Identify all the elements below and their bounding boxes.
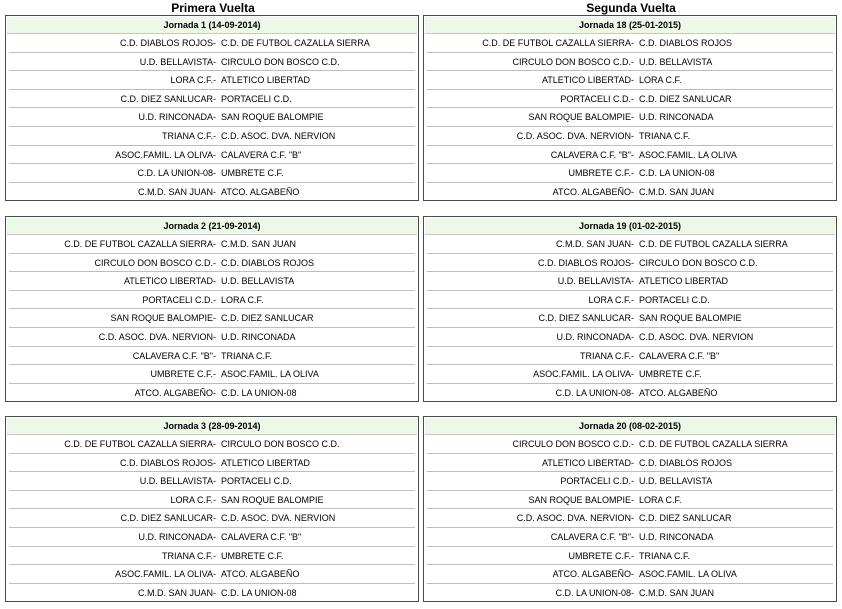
match-row xyxy=(424,509,836,528)
match-separator: - xyxy=(631,313,634,324)
home-team: C.D. DIEZ SANLUCAR xyxy=(120,93,213,104)
home-team: U.D. RINCONADA xyxy=(138,531,213,542)
match-separator: - xyxy=(631,550,634,561)
home-team: TRIANA C.F. xyxy=(579,350,631,361)
match-separator: - xyxy=(213,331,216,342)
away-team: SAN ROQUE BALOMPIE xyxy=(221,112,324,123)
away-team: C.D. LA UNION-08 xyxy=(221,387,297,398)
away-team: U.D. RINCONADA xyxy=(639,112,714,123)
match-separator: - xyxy=(213,56,216,67)
match-separator: - xyxy=(631,513,634,524)
match-row xyxy=(6,565,418,584)
away-team: C.D. DIEZ SANLUCAR xyxy=(639,93,732,104)
away-team: U.D. RINCONADA xyxy=(221,331,296,342)
match-separator: - xyxy=(213,168,216,179)
jornada-box xyxy=(5,15,419,201)
home-team: ATLETICO LIBERTAD xyxy=(541,457,631,468)
match-row xyxy=(6,384,418,403)
away-team: ATCO. ALGABEÑO xyxy=(221,569,300,580)
match-row xyxy=(6,509,418,528)
match-row xyxy=(424,328,836,347)
home-team: C.D. LA UNION-08 xyxy=(137,168,213,179)
match-row xyxy=(424,365,836,384)
home-team: C.M.D. SAN JUAN xyxy=(137,587,213,598)
match-separator: - xyxy=(213,257,216,268)
match-separator: - xyxy=(631,569,634,580)
match-separator: - xyxy=(213,513,216,524)
home-team: UMBRETE C.F. xyxy=(568,550,631,561)
match-row xyxy=(424,235,836,254)
jornada-title: Jornada 18 (25-01-2015) xyxy=(425,17,835,34)
home-team: PORTACELI C.D. xyxy=(560,476,631,487)
home-team: C.D. DIABLOS ROJOS xyxy=(537,257,631,268)
match-row xyxy=(424,164,836,183)
away-team: LORA C.F. xyxy=(221,294,264,305)
match-row xyxy=(424,435,836,454)
home-team: C.D. ASOC. DVA. NERVION xyxy=(516,513,631,524)
match-separator: - xyxy=(213,75,216,86)
match-list xyxy=(6,435,418,602)
away-team: TRIANA C.F. xyxy=(639,130,691,141)
away-team: C.D. ASOC. DVA. NERVION xyxy=(221,130,336,141)
home-team: ATCO. ALGABEÑO xyxy=(134,387,213,398)
match-row xyxy=(424,565,836,584)
match-row xyxy=(6,491,418,510)
match-separator: - xyxy=(631,149,634,160)
home-team: TRIANA C.F. xyxy=(161,550,213,561)
home-team: SAN ROQUE BALOMPIE xyxy=(528,494,631,505)
match-separator: - xyxy=(631,186,634,197)
away-team: ASOC.FAMIL. LA OLIVA xyxy=(221,369,319,380)
match-separator: - xyxy=(213,149,216,160)
jornada-title: Jornada 19 (01-02-2015) xyxy=(425,218,835,235)
match-row xyxy=(6,127,418,146)
primera-vuelta-title: Primera Vuelta xyxy=(171,1,255,15)
match-row xyxy=(6,34,418,53)
match-row xyxy=(6,90,418,109)
match-separator: - xyxy=(213,112,216,123)
match-row xyxy=(6,528,418,547)
away-team: SAN ROQUE BALOMPIE xyxy=(639,313,742,324)
away-team: UMBRETE C.F. xyxy=(221,550,284,561)
match-row xyxy=(6,146,418,165)
home-team: LORA C.F. xyxy=(170,494,213,505)
home-team: CALAVERA C.F. "B" xyxy=(132,350,213,361)
home-team: C.D. DIABLOS ROJOS xyxy=(119,457,213,468)
match-separator: - xyxy=(631,476,634,487)
match-separator: - xyxy=(631,130,634,141)
match-separator: - xyxy=(213,476,216,487)
match-separator: - xyxy=(631,294,634,305)
jornada-title: Jornada 20 (08-02-2015) xyxy=(425,418,835,435)
match-row xyxy=(6,309,418,328)
home-team: ASOC.FAMIL. LA OLIVA xyxy=(115,149,213,160)
home-team: U.D. BELLAVISTA xyxy=(139,476,213,487)
match-row xyxy=(424,108,836,127)
away-team: C.D. LA UNION-08 xyxy=(221,587,297,598)
match-row xyxy=(6,547,418,566)
jornada-title: Jornada 2 (21-09-2014) xyxy=(7,218,417,235)
match-row xyxy=(424,127,836,146)
away-team: U.D. BELLAVISTA xyxy=(221,276,295,287)
away-team: CALAVERA C.F. "B" xyxy=(639,350,720,361)
match-row xyxy=(6,254,418,273)
home-team: C.M.D. SAN JUAN xyxy=(555,239,631,249)
home-team: TRIANA C.F. xyxy=(161,130,213,141)
match-separator: - xyxy=(213,186,216,197)
home-team: SAN ROQUE BALOMPIE xyxy=(110,313,213,324)
match-row xyxy=(424,34,836,53)
match-row xyxy=(6,71,418,90)
match-row xyxy=(424,309,836,328)
away-team: C.D. DIABLOS ROJOS xyxy=(221,257,315,268)
match-separator: - xyxy=(631,276,634,287)
away-team: SAN ROQUE BALOMPIE xyxy=(221,494,324,505)
match-row xyxy=(6,183,418,202)
match-list xyxy=(424,235,836,402)
away-team: ATLETICO LIBERTAD xyxy=(639,276,729,287)
away-team: C.D. DE FUTBOL CAZALLA SIERRA xyxy=(639,439,788,449)
away-team: PORTACELI C.D. xyxy=(221,476,292,487)
match-row xyxy=(424,90,836,109)
match-separator: - xyxy=(213,439,216,449)
away-team: C.D. ASOC. DVA. NERVION xyxy=(639,331,754,342)
match-row xyxy=(6,472,418,491)
away-team: C.D. DIEZ SANLUCAR xyxy=(221,313,314,324)
match-row xyxy=(6,108,418,127)
home-team: PORTACELI C.D. xyxy=(560,93,631,104)
match-row xyxy=(6,291,418,310)
match-separator: - xyxy=(213,294,216,305)
match-row xyxy=(424,384,836,403)
away-team: LORA C.F. xyxy=(639,494,682,505)
match-separator: - xyxy=(213,38,216,48)
home-team: C.D. ASOC. DVA. NERVION xyxy=(98,331,213,342)
match-separator: - xyxy=(213,239,216,249)
home-team: ATCO. ALGABEÑO xyxy=(552,186,631,197)
jornada-box xyxy=(5,416,419,602)
match-separator: - xyxy=(213,587,216,598)
match-separator: - xyxy=(213,93,216,104)
home-team: UMBRETE C.F. xyxy=(150,369,213,380)
away-team: UMBRETE C.F. xyxy=(221,168,284,179)
match-separator: - xyxy=(213,313,216,324)
away-team: C.D. DIEZ SANLUCAR xyxy=(639,513,732,524)
match-row xyxy=(6,164,418,183)
match-list xyxy=(6,235,418,402)
home-team: C.D. ASOC. DVA. NERVION xyxy=(516,130,631,141)
match-row xyxy=(6,235,418,254)
match-separator: - xyxy=(631,531,634,542)
match-separator: - xyxy=(631,457,634,468)
home-team: ASOC.FAMIL. LA OLIVA xyxy=(533,369,631,380)
match-row xyxy=(6,272,418,291)
away-team: C.M.D. SAN JUAN xyxy=(639,186,715,197)
away-team: ATCO. ALGABEÑO xyxy=(221,186,300,197)
home-team: ATCO. ALGABEÑO xyxy=(552,569,631,580)
match-separator: - xyxy=(213,130,216,141)
home-team: CALAVERA C.F. "B" xyxy=(550,149,631,160)
away-team: C.M.D. SAN JUAN xyxy=(639,587,715,598)
match-separator: - xyxy=(213,569,216,580)
match-row xyxy=(6,328,418,347)
away-team: C.D. LA UNION-08 xyxy=(639,168,715,179)
match-row xyxy=(424,347,836,366)
jornada-title: Jornada 3 (28-09-2014) xyxy=(7,418,417,435)
home-team: C.D. DE FUTBOL CAZALLA SIERRA xyxy=(64,239,213,249)
match-row xyxy=(424,528,836,547)
away-team: ATCO. ALGABEÑO xyxy=(639,387,718,398)
match-row xyxy=(6,584,418,603)
away-team: C.D. DIABLOS ROJOS xyxy=(639,38,733,48)
home-team: LORA C.F. xyxy=(588,294,631,305)
home-team: ASOC.FAMIL. LA OLIVA xyxy=(115,569,213,580)
match-row xyxy=(6,53,418,72)
away-team: CALAVERA C.F. "B" xyxy=(221,531,302,542)
match-separator: - xyxy=(631,168,634,179)
away-team: CIRCULO DON BOSCO C.D. xyxy=(221,56,340,67)
away-team: C.D. DE FUTBOL CAZALLA SIERRA xyxy=(221,38,370,48)
match-list xyxy=(6,34,418,201)
home-team: CIRCULO DON BOSCO C.D. xyxy=(512,56,631,67)
home-team: CIRCULO DON BOSCO C.D. xyxy=(94,257,213,268)
match-row xyxy=(6,454,418,473)
away-team: LORA C.F. xyxy=(639,75,682,86)
jornada-box xyxy=(5,216,419,402)
home-team: LORA C.F. xyxy=(170,75,213,86)
match-row xyxy=(424,584,836,603)
away-team: C.D. ASOC. DVA. NERVION xyxy=(221,513,336,524)
away-team: U.D. BELLAVISTA xyxy=(639,476,713,487)
home-team: C.D. DE FUTBOL CAZALLA SIERRA xyxy=(64,439,213,449)
away-team: PORTACELI C.D. xyxy=(221,93,292,104)
away-team: ASOC.FAMIL. LA OLIVA xyxy=(639,569,737,580)
away-team: TRIANA C.F. xyxy=(639,550,691,561)
match-row xyxy=(424,491,836,510)
home-team: C.D. DE FUTBOL CAZALLA SIERRA xyxy=(482,38,631,48)
home-team: U.D. RINCONADA xyxy=(138,112,213,123)
away-team: CIRCULO DON BOSCO C.D. xyxy=(221,439,340,449)
home-team: U.D. BELLAVISTA xyxy=(139,56,213,67)
match-row xyxy=(6,347,418,366)
match-separator: - xyxy=(213,369,216,380)
home-team: U.D. RINCONADA xyxy=(556,331,631,342)
match-list xyxy=(424,34,836,201)
match-separator: - xyxy=(631,75,634,86)
match-separator: - xyxy=(213,550,216,561)
home-team: UMBRETE C.F. xyxy=(568,168,631,179)
away-team: U.D. BELLAVISTA xyxy=(639,56,713,67)
match-separator: - xyxy=(213,350,216,361)
match-row xyxy=(424,291,836,310)
match-separator: - xyxy=(213,457,216,468)
match-separator: - xyxy=(631,257,634,268)
away-team: C.D. DIABLOS ROJOS xyxy=(639,457,733,468)
match-separator: - xyxy=(631,93,634,104)
match-row xyxy=(424,71,836,90)
away-team: UMBRETE C.F. xyxy=(639,369,702,380)
away-team: ASOC.FAMIL. LA OLIVA xyxy=(639,149,737,160)
away-team: TRIANA C.F. xyxy=(221,350,273,361)
away-team: PORTACELI C.D. xyxy=(639,294,710,305)
match-separator: - xyxy=(631,439,634,449)
home-team: ATLETICO LIBERTAD xyxy=(541,75,631,86)
match-separator: - xyxy=(631,369,634,380)
match-row xyxy=(6,365,418,384)
home-team: U.D. BELLAVISTA xyxy=(557,276,631,287)
match-separator: - xyxy=(213,494,216,505)
home-team: SAN ROQUE BALOMPIE xyxy=(528,112,631,123)
match-separator: - xyxy=(631,38,634,48)
match-row xyxy=(424,547,836,566)
match-row xyxy=(424,183,836,202)
away-team: ATLETICO LIBERTAD xyxy=(221,75,311,86)
match-separator: - xyxy=(631,350,634,361)
match-separator: - xyxy=(631,239,634,249)
jornada-box xyxy=(423,416,837,602)
match-row xyxy=(424,454,836,473)
match-separator: - xyxy=(631,494,634,505)
match-row xyxy=(424,472,836,491)
jornada-box xyxy=(423,216,837,402)
match-row xyxy=(6,435,418,454)
segunda-vuelta-title: Segunda Vuelta xyxy=(586,1,676,15)
away-team: U.D. RINCONADA xyxy=(639,531,714,542)
match-separator: - xyxy=(631,56,634,67)
match-row xyxy=(424,272,836,291)
match-row xyxy=(424,254,836,273)
home-team: C.D. LA UNION-08 xyxy=(555,387,631,398)
away-team: C.M.D. SAN JUAN xyxy=(221,239,297,249)
away-team: C.D. DE FUTBOL CAZALLA SIERRA xyxy=(639,239,788,249)
match-row xyxy=(424,146,836,165)
home-team: CIRCULO DON BOSCO C.D. xyxy=(512,439,631,449)
home-team: C.D. DIEZ SANLUCAR xyxy=(120,513,213,524)
match-separator: - xyxy=(631,331,634,342)
match-separator: - xyxy=(213,531,216,542)
home-team: C.D. LA UNION-08 xyxy=(555,587,631,598)
jornada-box xyxy=(423,15,837,201)
home-team: PORTACELI C.D. xyxy=(142,294,213,305)
away-team: CALAVERA C.F. "B" xyxy=(221,149,302,160)
match-separator: - xyxy=(213,276,216,287)
home-team: ATLETICO LIBERTAD xyxy=(123,276,213,287)
match-separator: - xyxy=(631,387,634,398)
match-separator: - xyxy=(631,112,634,123)
away-team: CIRCULO DON BOSCO C.D. xyxy=(639,257,758,268)
home-team: CALAVERA C.F. "B" xyxy=(550,531,631,542)
match-separator: - xyxy=(213,387,216,398)
jornada-title: Jornada 1 (14-09-2014) xyxy=(7,17,417,34)
home-team: C.D. DIEZ SANLUCAR xyxy=(538,313,631,324)
home-team: C.D. DIABLOS ROJOS xyxy=(119,38,213,48)
match-list xyxy=(424,435,836,602)
home-team: C.M.D. SAN JUAN xyxy=(137,186,213,197)
match-separator: - xyxy=(631,587,634,598)
match-row xyxy=(424,53,836,72)
away-team: ATLETICO LIBERTAD xyxy=(221,457,311,468)
